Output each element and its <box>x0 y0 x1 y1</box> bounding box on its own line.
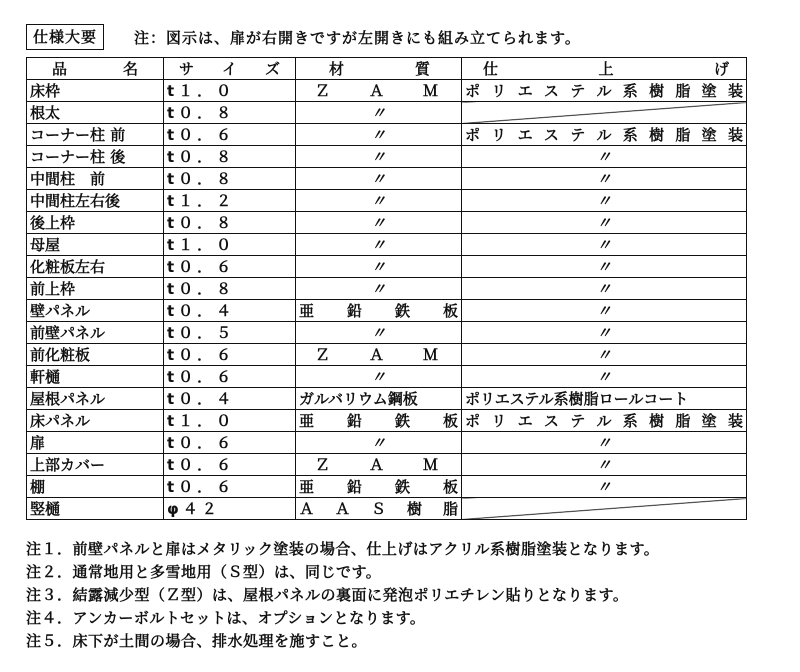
table-row <box>27 80 747 102</box>
spread-text: Ｚ Ａ Ｍ <box>315 456 438 474</box>
table-row <box>27 476 747 498</box>
cell-name: 前化粧板 <box>27 344 164 366</box>
cell-finish <box>462 498 747 520</box>
spread-text: ポ リ エ ス テ ル 系 樹 脂 塗 装 <box>465 82 743 100</box>
table-row <box>27 124 747 146</box>
cell-name: 化粧板左右 <box>27 256 164 278</box>
spread-text: 亜 鉛 鉄 板 <box>299 478 458 496</box>
cell-name: 扉 <box>27 432 164 454</box>
spec-table-body <box>27 80 747 520</box>
cell-finish <box>462 80 747 102</box>
cell-finish: 〃 <box>462 300 747 322</box>
cell-material <box>296 498 462 520</box>
cell-name: 床パネル <box>27 410 164 432</box>
cell-finish: 〃 <box>462 366 747 388</box>
cell-finish: 〃 <box>462 432 747 454</box>
spread-text: 亜 鉛 鉄 板 <box>299 412 458 430</box>
cell-material: 〃 <box>296 322 462 344</box>
cell-name: 中間柱左右後 <box>27 190 164 212</box>
cell-size: t１．０ <box>164 410 296 432</box>
cell-finish: 〃 <box>462 234 747 256</box>
cell-size: t０．６ <box>164 256 296 278</box>
cell-size: t０．４ <box>164 300 296 322</box>
note-2: 注２．通常地用と多雪地用（Ｓ型）は、同じです。 <box>26 563 382 581</box>
cell-size: t０．５ <box>164 322 296 344</box>
table-row <box>27 366 747 388</box>
cell-material: 〃 <box>296 366 462 388</box>
cell-finish: 〃 <box>462 322 747 344</box>
cell-material: 〃 <box>296 212 462 234</box>
table-row <box>27 454 747 476</box>
cell-finish: 〃 <box>462 168 747 190</box>
table-row <box>27 432 747 454</box>
table-row <box>27 168 747 190</box>
cell-name: 前壁パネル <box>27 322 164 344</box>
table-row <box>27 256 747 278</box>
cell-name: 中間柱 前 <box>27 168 164 190</box>
note-3: 注３．結露減少型（Ｚ型）は、屋根パネルの裏面に発泡ポリエチレン貼りとなります。 <box>26 586 629 604</box>
cell-finish: 〃 <box>462 256 747 278</box>
cell-name: 竪樋 <box>27 498 164 520</box>
cell-name: 上部カバー <box>27 454 164 476</box>
spec-title: 仕様大要 <box>26 24 104 50</box>
cell-name: 根太 <box>27 102 164 124</box>
cell-size: t０．６ <box>164 432 296 454</box>
cell-finish: 〃 <box>462 212 747 234</box>
cell-name: 壁パネル <box>27 300 164 322</box>
table-row <box>27 190 747 212</box>
note-5: 注５．床下が土間の場合、排水処理を施すこと。 <box>26 632 368 650</box>
cell-name: コーナー柱 後 <box>27 146 164 168</box>
cell-name: 軒樋 <box>27 366 164 388</box>
table-row <box>27 102 747 124</box>
cell-material: 〃 <box>296 256 462 278</box>
cell-size: t０．６ <box>164 476 296 498</box>
cell-finish: 〃 <box>462 146 747 168</box>
note-1: 注１．前壁パネルと扉はメタリック塗装の場合、仕上げはアクリル系樹脂塗装となります。 <box>26 540 660 558</box>
cell-material: ガルバリウム鋼板 <box>296 388 462 410</box>
cell-size: t０．６ <box>164 366 296 388</box>
cell-material: 〃 <box>296 146 462 168</box>
cell-size: φ４２ <box>164 498 296 520</box>
table-row <box>27 410 747 432</box>
cell-finish <box>462 410 747 432</box>
cell-material: 〃 <box>296 278 462 300</box>
cell-name: コーナー柱 前 <box>27 124 164 146</box>
cell-size: t１．０ <box>164 234 296 256</box>
cell-finish: 〃 <box>462 454 747 476</box>
cell-material <box>296 344 462 366</box>
cell-finish: 〃 <box>462 344 747 366</box>
cell-material: 〃 <box>296 190 462 212</box>
table-row <box>27 212 747 234</box>
table-row <box>27 300 747 322</box>
cell-material: 〃 <box>296 124 462 146</box>
cell-name: 母屋 <box>27 234 164 256</box>
table-row <box>27 146 747 168</box>
spec-table <box>26 57 747 520</box>
cell-name: 床枠 <box>27 80 164 102</box>
spread-text: ポ リ エ ス テ ル 系 樹 脂 塗 装 <box>465 412 743 430</box>
cell-name: 前上枠 <box>27 278 164 300</box>
cell-finish: 〃 <box>462 190 747 212</box>
notes <box>26 538 796 653</box>
cell-material <box>296 454 462 476</box>
cell-finish: 〃 <box>462 278 747 300</box>
header-note: 注：図示は、扉が右開きですが左開きにも組み立てられます。 <box>134 28 581 47</box>
table-row <box>27 322 747 344</box>
cell-name: 棚 <box>27 476 164 498</box>
cell-size: t０．６ <box>164 124 296 146</box>
header <box>26 24 581 50</box>
note-4: 注４．アンカーボルトセットは、オプションとなります。 <box>26 609 426 627</box>
cell-size: t０．６ <box>164 344 296 366</box>
cell-size: t０．８ <box>164 102 296 124</box>
spread-text: Ｚ Ａ Ｍ <box>315 346 438 364</box>
header-finish: 仕 上 げ <box>462 58 747 80</box>
cell-finish: ポリエステル系樹脂ロールコート <box>462 388 747 410</box>
spread-text: 亜 鉛 鉄 板 <box>299 302 458 320</box>
table-row <box>27 234 747 256</box>
cell-material: 〃 <box>296 168 462 190</box>
cell-size: t０．８ <box>164 146 296 168</box>
header-size: サ イ ズ <box>164 58 296 80</box>
cell-size: t０．４ <box>164 388 296 410</box>
table-row <box>27 498 747 520</box>
cell-finish <box>462 102 747 124</box>
cell-name: 後上枠 <box>27 212 164 234</box>
spread-text: ポ リ エ ス テ ル 系 樹 脂 塗 装 <box>465 126 743 144</box>
table-row <box>27 344 747 366</box>
cell-finish: 〃 <box>462 476 747 498</box>
cell-material <box>296 300 462 322</box>
cell-size: t０．８ <box>164 168 296 190</box>
header-material: 材 質 <box>296 58 462 80</box>
cell-size: t０．６ <box>164 454 296 476</box>
table-row <box>27 388 747 410</box>
cell-material <box>296 476 462 498</box>
cell-size: t０．８ <box>164 278 296 300</box>
cell-material: 〃 <box>296 102 462 124</box>
header-name: 品 名 <box>27 58 164 80</box>
table-row <box>27 278 747 300</box>
cell-material <box>296 80 462 102</box>
cell-material: 〃 <box>296 234 462 256</box>
cell-material <box>296 410 462 432</box>
spread-text: Ｚ Ａ Ｍ <box>315 82 438 100</box>
cell-finish <box>462 124 747 146</box>
cell-size: t１．２ <box>164 190 296 212</box>
table-header-row <box>27 58 747 80</box>
cell-size: t１．０ <box>164 80 296 102</box>
spread-text: Ａ Ａ Ｓ 樹 脂 <box>299 500 458 518</box>
cell-material: 〃 <box>296 432 462 454</box>
cell-size: t０．８ <box>164 212 296 234</box>
cell-name: 屋根パネル <box>27 388 164 410</box>
